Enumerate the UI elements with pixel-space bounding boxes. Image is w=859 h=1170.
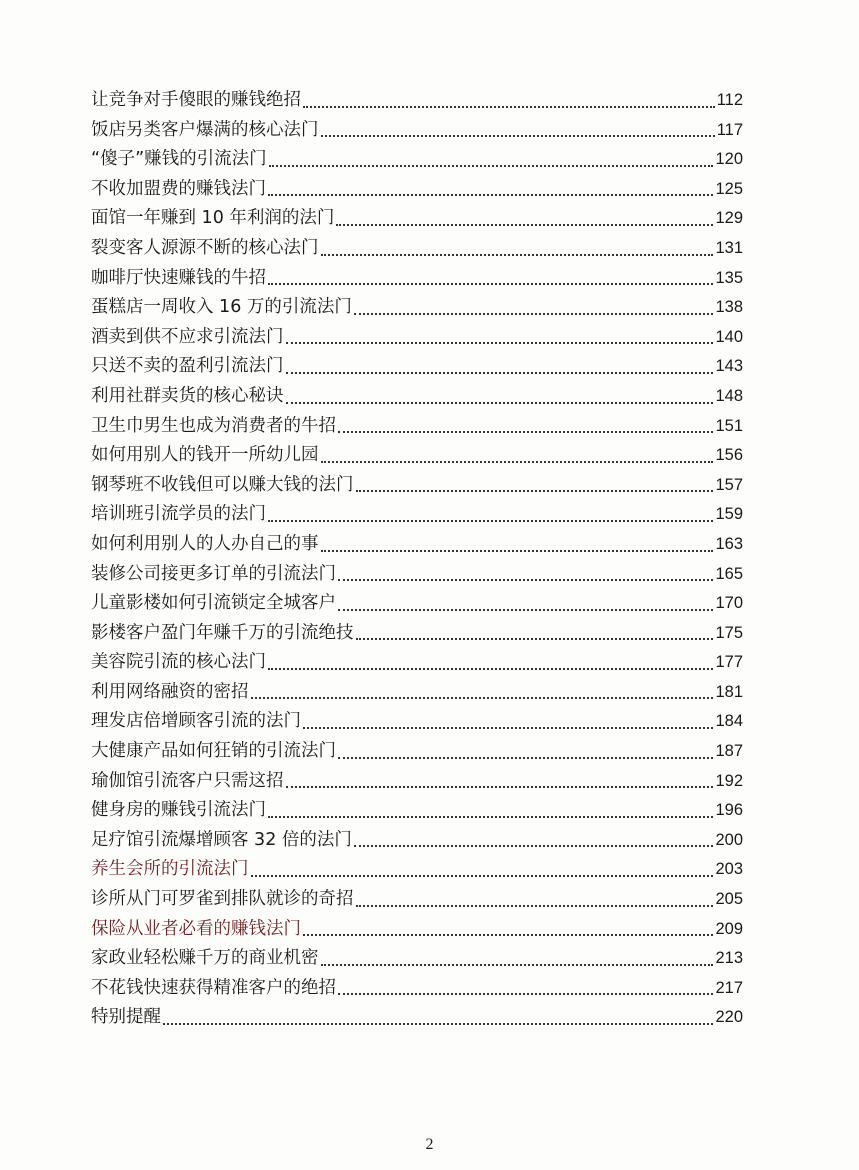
toc-page-number: 140 [715,327,743,346]
toc-entry[interactable] [91,826,743,856]
toc-leader-dots [336,224,713,226]
toc-title: 不花钱快速获得精准客户的绝招 [91,977,336,998]
toc-title: 影楼客户盈门年赚千万的引流绝技 [91,622,354,643]
toc-page-number: 196 [715,801,743,820]
toc-title: 饭店另类客户爆满的核心法门 [91,119,319,140]
toc-entry[interactable] [91,796,743,826]
toc-entry[interactable] [91,974,743,1004]
toc-title: 特别提醒 [91,1007,161,1028]
toc-entry[interactable] [91,145,743,175]
toc-page-number: 209 [715,919,743,938]
toc-title: 大健康产品如何狂销的引流法门 [91,741,336,762]
toc-entry[interactable] [91,352,743,382]
toc-page-number: 156 [715,446,743,465]
toc-entry[interactable] [91,293,743,323]
toc-title: 蛋糕店一周收入 16 万的引流法门 [91,297,352,318]
toc-title: 如何利用别人的人办自己的事 [91,533,319,554]
toc-title: 儿童影楼如何引流锁定全城客户 [91,593,336,614]
toc-entry[interactable] [91,412,743,442]
toc-leader-dots [268,816,713,818]
toc-page-number: 163 [715,534,743,553]
toc-entry[interactable] [91,885,743,915]
toc-page-number: 138 [715,298,743,317]
toc-page-number: 192 [715,771,743,790]
toc-title: 只送不卖的盈利引流法门 [91,356,284,377]
toc-leader-dots [268,668,713,670]
toc-page-number: 117 [716,120,743,139]
toc-leader-dots [354,313,714,315]
toc-leader-dots [286,402,714,404]
toc-leader-dots [338,993,713,995]
toc-page-number: 217 [715,978,743,997]
toc-leader-dots [286,342,714,344]
toc-title: 装修公司接更多订单的引流法门 [91,563,336,584]
toc-entry[interactable] [91,234,743,264]
toc-title: 瑜伽馆引流客户只需这招 [91,770,284,791]
toc-page-number: 165 [715,564,743,583]
toc-entry[interactable] [91,855,743,885]
toc-page-number: 120 [715,150,743,169]
toc-page-number: 177 [715,653,743,672]
toc-leader-dots [321,135,715,137]
toc-title: 利用社群卖货的核心秘诀 [91,385,284,406]
toc-title: 利用网络融资的密招 [91,681,249,702]
toc-title: 让竞争对手傻眼的赚钱绝招 [91,90,301,110]
toc-entry[interactable] [91,707,743,737]
toc-leader-dots [269,165,714,167]
toc-entry[interactable] [91,589,743,619]
toc-entry[interactable] [91,560,743,590]
toc-title: 酒卖到供不应求引流法门 [91,326,284,347]
toc-leader-dots [286,372,714,374]
toc-entry[interactable] [91,737,743,767]
toc-leader-dots [268,194,713,196]
toc-title: 裂变客人源源不断的核心法门 [91,237,319,258]
toc-leader-dots [338,579,713,581]
toc-entry[interactable] [91,767,743,797]
toc-leader-dots [356,638,714,640]
toc-entry[interactable] [91,86,743,116]
toc-entry[interactable] [91,441,743,471]
toc-entry[interactable] [91,382,743,412]
toc-title: 钢琴班不收钱但可以赚大钱的法门 [91,474,354,495]
toc-leader-dots [163,1023,713,1025]
toc-title: 如何用别人的钱开一所幼儿园 [91,445,319,466]
toc-page-number: 181 [715,682,743,701]
toc-leader-dots [338,757,713,759]
toc-page-number: 129 [715,209,743,228]
toc-page-number: 148 [715,386,743,405]
toc-page-number: 184 [715,712,743,731]
toc-entry[interactable] [91,116,743,146]
toc-entry[interactable] [91,500,743,530]
toc-page-number: 170 [715,594,743,613]
toc-leader-dots [268,520,713,522]
toc-page-number: 159 [715,505,743,524]
table-of-contents [91,86,743,1033]
toc-leader-dots [303,106,715,108]
toc-page-number: 125 [715,179,743,198]
toc-entry[interactable] [91,1003,743,1033]
toc-entry[interactable] [91,619,743,649]
toc-leader-dots [321,964,714,966]
toc-entry[interactable] [91,915,743,945]
toc-leader-dots [268,283,713,285]
toc-entry[interactable] [91,471,743,501]
toc-leader-dots [286,786,714,788]
toc-page-number: 205 [715,890,743,909]
toc-title: 咖啡厅快速赚钱的牛招 [91,267,266,288]
toc-page-number: 157 [715,475,743,494]
toc-page-number: 135 [715,268,743,287]
toc-leader-dots [356,490,714,492]
toc-leader-dots [356,905,714,907]
toc-page-number: 175 [715,623,743,642]
toc-leader-dots [321,550,714,552]
toc-page-number: 203 [715,860,743,879]
toc-leader-dots [338,609,713,611]
toc-page-number: 213 [715,949,743,968]
toc-page-number: 112 [716,91,743,109]
toc-page-number: 220 [715,1008,743,1027]
toc-entry[interactable] [91,323,743,353]
toc-page-number: 143 [715,357,743,376]
toc-leader-dots [303,934,713,936]
toc-entry[interactable] [91,264,743,294]
toc-leader-dots [321,254,714,256]
toc-title: 卫生巾男生也成为消费者的牛招 [91,415,336,436]
toc-title: 不收加盟费的赚钱法门 [91,178,266,199]
toc-leader-dots [303,727,713,729]
toc-entry[interactable] [91,648,743,678]
toc-leader-dots [338,431,713,433]
toc-title: 培训班引流学员的法门 [91,504,266,525]
toc-page-number: 200 [715,830,743,849]
page-number: 2 [425,1136,434,1153]
toc-leader-dots [321,461,714,463]
toc-title: 面馆一年赚到 10 年利润的法门 [91,208,335,229]
toc-title: 美容院引流的核心法门 [91,652,266,673]
toc-title: 理发店倍增顾客引流的法门 [91,711,301,732]
toc-title: 保险从业者必看的赚钱法门 [91,918,301,939]
toc-leader-dots [251,697,714,699]
toc-title: 足疗馆引流爆增顾客 32 倍的法门 [91,829,352,850]
toc-title: 养生会所的引流法门 [91,859,249,880]
toc-title: 诊所从门可罗雀到排队就诊的奇招 [91,889,354,910]
toc-entry[interactable] [91,204,743,234]
toc-entry[interactable] [91,175,743,205]
toc-page-number: 131 [715,238,743,257]
toc-title: “傻子”赚钱的引流法门 [91,149,267,170]
toc-page-number: 151 [715,416,743,435]
toc-entry[interactable] [91,678,743,708]
toc-entry[interactable] [91,530,743,560]
toc-page-number: 187 [715,742,743,761]
toc-entry[interactable] [91,944,743,974]
toc-leader-dots [354,845,714,847]
toc-leader-dots [251,875,714,877]
toc-title: 健身房的赚钱引流法门 [91,800,266,821]
toc-title: 家政业轻松赚千万的商业机密 [91,948,319,969]
